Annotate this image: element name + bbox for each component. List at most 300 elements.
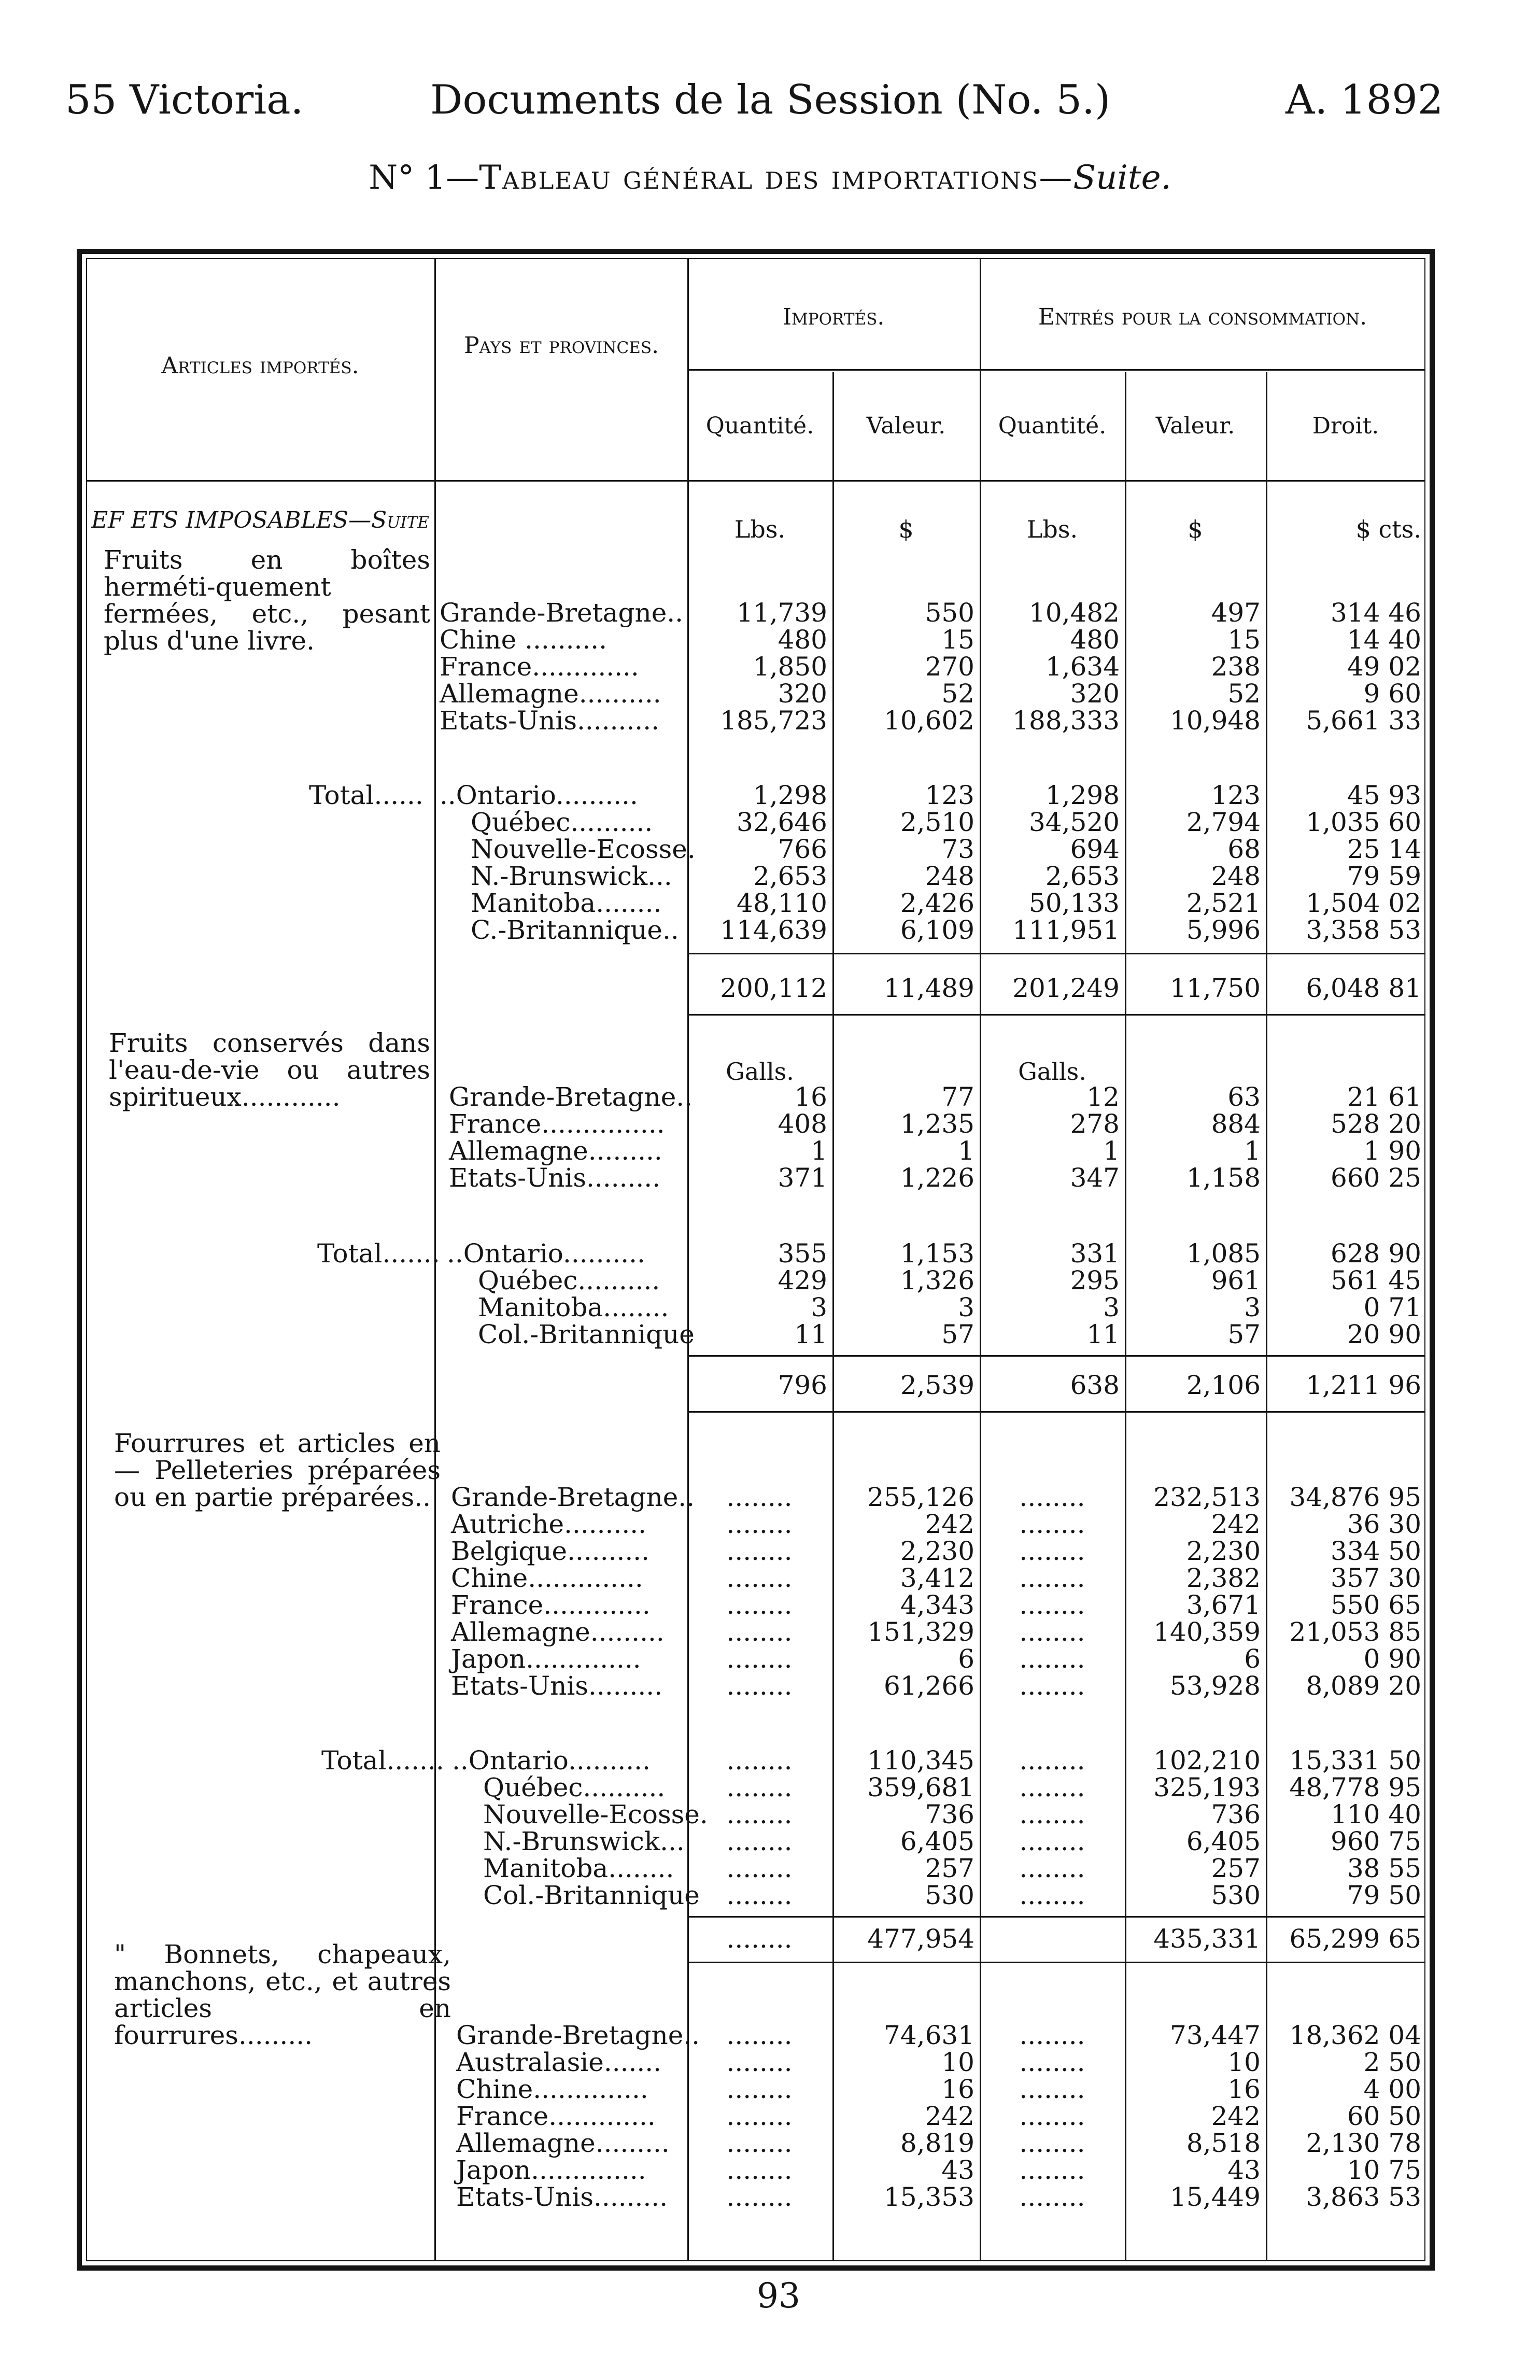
country-list: [440, 599, 683, 734]
ent-valeur-cells: [1125, 1240, 1261, 1348]
ent-valeur-cells: [1125, 2022, 1261, 2210]
value-cell: 530: [925, 1880, 974, 1910]
value-cell: 57: [1227, 1319, 1261, 1349]
value-cell: 52: [1227, 679, 1261, 709]
value-cell: 15: [941, 625, 974, 655]
value-cell: 255,126: [867, 1482, 974, 1512]
value-cell: 45 93: [1347, 780, 1421, 810]
value-cell: 1,298: [753, 780, 827, 810]
country-list: [449, 1083, 693, 1191]
dots-cell: ........: [726, 1745, 793, 1776]
value-cell: 3: [1103, 1292, 1120, 1322]
dots-cell: ........: [726, 2047, 793, 2077]
dots-cell: ........: [726, 1536, 793, 1566]
value-cell: 38 55: [1347, 1853, 1421, 1883]
country-cell: France.............: [456, 2101, 656, 2131]
province-cell: N.-Brunswick...: [471, 861, 672, 891]
value-cell: 6: [958, 1644, 974, 1674]
value-cell: 48,110: [737, 888, 827, 918]
country-cell: Belgique..........: [451, 1536, 650, 1566]
value-cell: 18,362 04: [1289, 2020, 1421, 2050]
value-cell: 8,518: [1186, 2128, 1261, 2158]
province-list: [447, 1240, 695, 1348]
dots-cell: ........: [1019, 1536, 1085, 1566]
value-cell: 79 59: [1347, 861, 1421, 891]
dots-cell: ........: [726, 1826, 793, 1856]
value-cell: 528 20: [1331, 1109, 1421, 1139]
value-cell: 77: [941, 1082, 974, 1112]
total-label: Total.......: [317, 1238, 440, 1269]
sum-ent-quantite: 201,249: [1012, 973, 1120, 1003]
value-cell: 2,510: [900, 807, 974, 837]
value-cell: 74,631: [884, 2020, 974, 2050]
country-cell: Chine..............: [456, 2074, 648, 2104]
value-cell: 320: [1070, 679, 1120, 709]
imp-valeur-cells: [832, 1240, 974, 1348]
value-cell: 480: [778, 625, 827, 655]
ent-valeur-cells: [1125, 1747, 1261, 1909]
country-cell: Grande-Bretagne..: [456, 2020, 700, 2050]
value-cell: 2,653: [753, 861, 827, 891]
province-cell: C.-Britannique..: [471, 915, 679, 945]
value-cell: 6,109: [900, 915, 974, 945]
value-cell: 1,634: [1045, 652, 1120, 682]
ent-quantite-cells: [980, 1083, 1120, 1191]
value-cell: 63: [1227, 1082, 1261, 1112]
value-cell: 140,359: [1153, 1617, 1261, 1647]
value-cell: 185,723: [720, 706, 827, 736]
dots-cell: ........: [1019, 2020, 1085, 2050]
value-cell: 15,331 50: [1289, 1745, 1421, 1776]
dots-cell: ........: [726, 1563, 793, 1593]
value-cell: 10,482: [1029, 598, 1120, 628]
value-cell: 15,353: [884, 2182, 974, 2212]
value-cell: 68: [1227, 834, 1261, 864]
dots-cell: ........: [1019, 1671, 1085, 1701]
value-cell: 79 50: [1347, 1880, 1421, 1910]
value-cell: 1,298: [1045, 780, 1120, 810]
province-cell: Nouvelle-Ecosse.: [483, 1799, 708, 1829]
dots-cell: ........: [1019, 1745, 1085, 1776]
dots-cell: ........: [1019, 1590, 1085, 1620]
country-cell: Australasie.......: [456, 2047, 662, 2077]
country-cell: Japon..............: [456, 2155, 646, 2185]
value-cell: 111,951: [1012, 915, 1120, 945]
unit-imp-v: $: [898, 515, 914, 543]
country-cell: Allemagne.........: [449, 1136, 662, 1166]
country-cell: Etats-Unis..........: [440, 706, 659, 736]
value-cell: 1,326: [900, 1265, 974, 1295]
value-cell: 660 25: [1331, 1163, 1421, 1193]
sum-ent-valeur: 2,106: [1186, 1370, 1261, 1400]
title-prefix: N° 1—: [369, 159, 479, 197]
value-cell: 6,405: [1186, 1826, 1261, 1856]
value-cell: 21 61: [1347, 1082, 1421, 1112]
value-cell: 3,358 53: [1306, 915, 1421, 945]
value-cell: 2,426: [900, 888, 974, 918]
dots-cell: ........: [1019, 1880, 1085, 1910]
value-cell: 12: [1086, 1082, 1120, 1112]
droit-cells: [1266, 2022, 1421, 2210]
country-list: [456, 2022, 700, 2210]
dots-cell: ........: [726, 2182, 793, 2212]
value-cell: 270: [925, 652, 974, 682]
value-cell: 8,089 20: [1306, 1671, 1421, 1701]
rule-h-header: [86, 480, 1425, 482]
value-cell: 497: [1211, 598, 1261, 628]
page-title: [0, 159, 1540, 197]
dots-cell: ........: [726, 1482, 793, 1512]
rule-h-group: [687, 369, 1425, 371]
value-cell: 2 50: [1363, 2047, 1421, 2077]
value-cell: 334 50: [1331, 1536, 1421, 1566]
value-cell: 36 30: [1347, 1509, 1421, 1539]
section-label: EF ETS IMPOSABLES—Suite: [91, 507, 429, 533]
value-cell: 736: [1211, 1799, 1261, 1829]
sum-imp-valeur: 2,539: [900, 1370, 974, 1400]
value-cell: 9 60: [1363, 679, 1421, 709]
province-cell: Nouvelle-Ecosse.: [471, 834, 696, 864]
value-cell: 102,210: [1153, 1745, 1261, 1776]
value-cell: 331: [1070, 1238, 1120, 1269]
value-cell: 550 65: [1331, 1590, 1421, 1620]
value-cell: 34,520: [1029, 807, 1120, 837]
article-label: Fruits conservés dans l'eau-de-vie ou autres spiritueux............: [109, 1028, 430, 1112]
country-list: [451, 1484, 695, 1699]
value-cell: 766: [778, 834, 827, 864]
country-cell: France.............: [451, 1590, 651, 1620]
value-cell: 371: [778, 1163, 827, 1193]
dots-cell: ........: [1019, 1799, 1085, 1829]
value-cell: 10 75: [1347, 2155, 1421, 2185]
value-cell: 49 02: [1347, 652, 1421, 682]
value-cell: 3,863 53: [1306, 2182, 1421, 2212]
dots-cell: ........: [1019, 2128, 1085, 2158]
ent-quantite-cells: [980, 599, 1120, 734]
title-main: Tableau général des importations—: [479, 159, 1073, 197]
value-cell: 1,158: [1186, 1163, 1261, 1193]
value-cell: 25 14: [1347, 834, 1421, 864]
country-cell: France.............: [440, 652, 639, 682]
rule-h-sum-end: [687, 1962, 1425, 1963]
dots-cell: ........: [726, 1644, 793, 1674]
rule-h-sum: [687, 953, 1425, 954]
imp-quantite-cells: [687, 1240, 827, 1348]
imp-valeur-cells: [832, 599, 974, 734]
dots-cell: ........: [726, 1590, 793, 1620]
dots-cell: ........: [726, 2020, 793, 2050]
unit-droit: $ cts.: [1355, 515, 1421, 543]
value-cell: 295: [1070, 1265, 1120, 1295]
value-cell: 1,850: [753, 652, 827, 682]
droit-cells: [1266, 782, 1421, 943]
value-cell: 21,053 85: [1289, 1617, 1421, 1647]
dots-cell: ........: [1019, 1482, 1085, 1512]
article-label: Fourrures et articles en— Pelleteries préparées ou en partie préparées..: [114, 1428, 441, 1512]
dots-cell: ........: [1019, 1826, 1085, 1856]
dots-cell: ........: [726, 2128, 793, 2158]
value-cell: 1,226: [900, 1163, 974, 1193]
value-cell: 10: [941, 2047, 974, 2077]
value-cell: 151,329: [867, 1617, 974, 1647]
value-cell: 43: [941, 2155, 974, 2185]
dots-cell: ........: [1019, 2182, 1085, 2212]
value-cell: 320: [778, 679, 827, 709]
value-cell: 3: [1244, 1292, 1261, 1322]
value-cell: 325,193: [1153, 1772, 1261, 1802]
droit-cells: [1266, 1484, 1421, 1699]
sum-imp-quantite: 200,112: [720, 973, 827, 1003]
dots-cell: ........: [726, 1509, 793, 1539]
col-articles: Articles importés.: [161, 353, 359, 379]
country-cell: Etats-Unis.........: [449, 1163, 661, 1193]
dots-cell: ........: [1019, 2074, 1085, 2104]
value-cell: 257: [925, 1853, 974, 1883]
value-cell: 114,639: [720, 915, 827, 945]
value-cell: 57: [941, 1319, 974, 1349]
province-cell: ..Ontario..........: [440, 780, 638, 810]
value-cell: 32,646: [737, 807, 827, 837]
value-cell: 20 90: [1347, 1319, 1421, 1349]
article-label: " Bonnets, chapeaux, manchons, etc., et autres articles en fourrures.........: [114, 1939, 451, 2050]
ent-quantite-cells: [985, 2022, 1120, 2210]
country-cell: Etats-Unis.........: [451, 1671, 663, 1701]
value-cell: 110,345: [867, 1745, 974, 1776]
value-cell: 1 90: [1363, 1136, 1421, 1166]
sum-ent-valeur: 435,331: [1153, 1924, 1261, 1954]
dots-cell: ........: [1019, 1563, 1085, 1593]
dots-cell: ........: [726, 1671, 793, 1701]
value-cell: 248: [925, 861, 974, 891]
value-cell: 16: [794, 1082, 827, 1112]
dots-cell: ........: [726, 2101, 793, 2131]
province-cell: Manitoba........: [471, 888, 662, 918]
country-cell: Allemagne..........: [440, 679, 661, 709]
value-cell: 123: [1211, 780, 1261, 810]
country-cell: Chine..............: [451, 1563, 643, 1593]
unit-imp-q: Galls.: [726, 1058, 794, 1086]
country-cell: Japon..............: [451, 1644, 641, 1674]
value-cell: 408: [778, 1109, 827, 1139]
dots-cell: ........: [726, 2155, 793, 2185]
value-cell: 110 40: [1331, 1799, 1421, 1829]
article-label: Fruits en boîtes herméti-quement fermées, etc., pesant plus d'une livre.: [104, 545, 430, 656]
dots-cell: ........: [1019, 1772, 1085, 1802]
title-suffix: Suite.: [1073, 159, 1171, 197]
value-cell: 34,876 95: [1289, 1482, 1421, 1512]
total-label: Total.......: [321, 1745, 444, 1776]
value-cell: 43: [1227, 2155, 1261, 2185]
col-pays: Pays et provinces.: [463, 332, 659, 359]
value-cell: 530: [1211, 1880, 1261, 1910]
value-cell: 6: [1244, 1644, 1261, 1674]
value-cell: 3,671: [1186, 1590, 1261, 1620]
dots-cell: ........: [1019, 2047, 1085, 2077]
value-cell: 53,928: [1170, 1671, 1261, 1701]
col-ent-valeur: Valeur.: [1155, 413, 1235, 439]
value-cell: 15,449: [1170, 2182, 1261, 2212]
value-cell: 1,504 02: [1306, 888, 1421, 918]
dots-cell: ........: [1019, 1509, 1085, 1539]
value-cell: 14 40: [1347, 625, 1421, 655]
value-cell: 73,447: [1170, 2020, 1261, 2050]
ent-valeur-cells: [1125, 782, 1261, 943]
page-number: 93: [757, 2276, 800, 2316]
value-cell: 10: [1227, 2047, 1261, 2077]
imp-quantite-cells: [695, 1747, 824, 1909]
header-center: Documents de la Session (No. 5.): [430, 77, 1111, 123]
value-cell: 3: [811, 1292, 827, 1322]
value-cell: 2,653: [1045, 861, 1120, 891]
unit-ent-q: Lbs.: [1026, 515, 1078, 543]
imp-valeur-cells: [832, 2022, 974, 2210]
value-cell: 0 90: [1363, 1644, 1421, 1674]
value-cell: 429: [778, 1265, 827, 1295]
value-cell: 2,521: [1186, 888, 1261, 918]
rule-h-sum: [687, 1916, 1425, 1918]
country-cell: Chine ..........: [440, 625, 607, 655]
dots-cell: ........: [726, 1853, 793, 1883]
value-cell: 961: [1211, 1265, 1261, 1295]
ent-quantite-cells: [985, 1484, 1120, 1699]
province-cell: ..Ontario..........: [447, 1238, 645, 1269]
value-cell: 242: [1211, 2101, 1261, 2131]
province-cell: Manitoba........: [483, 1853, 674, 1883]
value-cell: 257: [1211, 1853, 1261, 1883]
col-droit: Droit.: [1312, 413, 1379, 439]
droit-cells: [1266, 1083, 1421, 1191]
imp-valeur-cells: [832, 782, 974, 943]
province-cell: Québec..........: [471, 807, 653, 837]
col-entres: Entrés pour la consommation.: [1038, 304, 1367, 330]
value-cell: 60 50: [1347, 2101, 1421, 2131]
ent-valeur-cells: [1125, 1083, 1261, 1191]
value-cell: 1: [958, 1136, 974, 1166]
droit-cells: [1266, 599, 1421, 734]
value-cell: 4,343: [900, 1590, 974, 1620]
sum-droit: 1,211 96: [1306, 1370, 1421, 1400]
sum-imp-valeur: 477,954: [867, 1924, 974, 1954]
total-label: Total......: [309, 780, 423, 810]
value-cell: 3: [958, 1292, 974, 1322]
value-cell: 1,085: [1186, 1238, 1261, 1269]
value-cell: 1,235: [900, 1109, 974, 1139]
value-cell: 2,230: [1186, 1536, 1261, 1566]
value-cell: 238: [1211, 652, 1261, 682]
value-cell: 359,681: [867, 1772, 974, 1802]
province-cell: ..Ontario..........: [452, 1745, 651, 1776]
unit-ent-q: Galls.: [1018, 1058, 1086, 1086]
value-cell: 242: [1211, 1509, 1261, 1539]
dots-cell: ........: [1019, 2101, 1085, 2131]
value-cell: 561 45: [1331, 1265, 1421, 1295]
sum-ent-quantite: 638: [1070, 1370, 1120, 1400]
dots-cell: ........: [726, 1772, 793, 1802]
imp-valeur-cells: [832, 1484, 974, 1699]
value-cell: 2,382: [1186, 1563, 1261, 1593]
header-right: A. 1892: [1285, 77, 1444, 123]
value-cell: 1: [1103, 1136, 1120, 1166]
province-list: [452, 1747, 708, 1909]
value-cell: 6,405: [900, 1826, 974, 1856]
province-list: [440, 782, 696, 943]
value-cell: 123: [925, 780, 974, 810]
value-cell: 10,602: [884, 706, 974, 736]
value-cell: 52: [941, 679, 974, 709]
rule-h-sum-end: [687, 1411, 1425, 1413]
ent-quantite-cells: [980, 782, 1120, 943]
sum-imp-quantite: 796: [778, 1370, 827, 1400]
country-cell: Allemagne.........: [451, 1617, 665, 1647]
value-cell: 188,333: [1012, 706, 1120, 736]
value-cell: 48,778 95: [1289, 1772, 1421, 1802]
value-cell: 2,230: [900, 1536, 974, 1566]
province-cell: Col.-Britannique: [483, 1880, 700, 1910]
sum-imp-quantite: ........: [726, 1924, 793, 1954]
imp-quantite-cells: [687, 782, 827, 943]
value-cell: 50,133: [1029, 888, 1120, 918]
value-cell: 355: [778, 1238, 827, 1269]
value-cell: 480: [1070, 625, 1120, 655]
value-cell: 357 30: [1331, 1563, 1421, 1593]
province-cell: Québec..........: [483, 1772, 666, 1802]
value-cell: 694: [1070, 834, 1120, 864]
imp-quantite-cells: [695, 1484, 824, 1699]
country-cell: Autriche..........: [451, 1509, 647, 1539]
col-ent-quantite: Quantité.: [998, 413, 1107, 439]
sum-ent-valeur: 11,750: [1170, 973, 1261, 1003]
col-imp-valeur: Valeur.: [866, 413, 946, 439]
value-cell: 960 75: [1331, 1826, 1421, 1856]
value-cell: 248: [1211, 861, 1261, 891]
droit-cells: [1266, 1747, 1421, 1909]
country-cell: Grande-Bretagne..: [440, 598, 684, 628]
value-cell: 1: [811, 1136, 827, 1166]
dots-cell: ........: [1019, 1617, 1085, 1647]
value-cell: 884: [1211, 1109, 1261, 1139]
value-cell: 278: [1070, 1109, 1120, 1139]
value-cell: 550: [925, 598, 974, 628]
value-cell: 347: [1070, 1163, 1120, 1193]
value-cell: 8,819: [900, 2128, 974, 2158]
country-cell: Grande-Bretagne..: [449, 1082, 693, 1112]
value-cell: 314 46: [1331, 598, 1421, 628]
dots-cell: ........: [726, 1799, 793, 1829]
value-cell: 1: [1244, 1136, 1261, 1166]
unit-ent-v: $: [1188, 515, 1203, 543]
value-cell: 4 00: [1363, 2074, 1421, 2104]
province-cell: Col.-Britannique: [478, 1319, 695, 1349]
dots-cell: ........: [726, 1880, 793, 1910]
value-cell: 15: [1227, 625, 1261, 655]
province-cell: Manitoba........: [478, 1292, 669, 1322]
dots-cell: ........: [1019, 1853, 1085, 1883]
value-cell: 16: [1227, 2074, 1261, 2104]
value-cell: 11: [1086, 1319, 1120, 1349]
ent-valeur-cells: [1125, 599, 1261, 734]
province-cell: N.-Brunswick...: [483, 1826, 685, 1856]
value-cell: 11,739: [737, 598, 827, 628]
country-cell: Grande-Bretagne..: [451, 1482, 695, 1512]
value-cell: 242: [925, 1509, 974, 1539]
value-cell: 5,661 33: [1306, 706, 1421, 736]
dots-cell: ........: [1019, 2155, 1085, 2185]
imp-quantite-cells: [695, 2022, 824, 2210]
value-cell: 61,266: [884, 1671, 974, 1701]
value-cell: 1,153: [900, 1238, 974, 1269]
sum-droit: 6,048 81: [1306, 973, 1421, 1003]
dots-cell: ........: [726, 2074, 793, 2104]
